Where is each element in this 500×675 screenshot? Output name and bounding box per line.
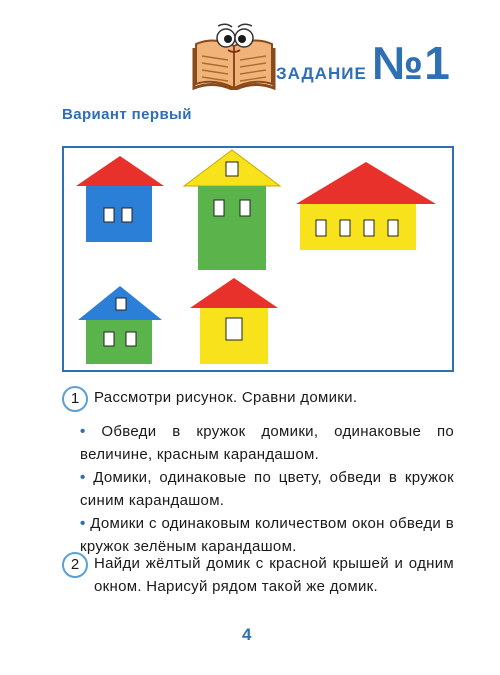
open-book-icon [192, 18, 276, 90]
house-red-roof-yellow-wall-wide [296, 162, 436, 250]
task-1-number-badge: 1 [62, 386, 88, 412]
page-number: 4 [242, 625, 252, 644]
bullet-text: Обведи в кружок домики, одинаковые по величине, красным карандашом. [80, 423, 455, 463]
task-2-text: Найди жёлтый домик с красной крышей и одним окном. Нарисуй рядом такой же домик. [94, 555, 454, 595]
variant-label: Вариант первый [62, 106, 192, 123]
bullet-text: Домики с одинаковым количеством окон обведи в кружок зелёным карандашом. [80, 515, 455, 555]
house-red-roof-yellow-wall-one-window [190, 278, 278, 364]
task-1-bullet-1 [80, 420, 454, 466]
task-heading-label: ЗАДАНИЕ [276, 64, 367, 83]
task-1-text: Рассмотри рисунок. Сравни домики. [94, 389, 358, 406]
house-red-roof-blue-wall [76, 156, 164, 242]
bullet-dot: • [80, 469, 86, 486]
houses-picture-frame [62, 146, 454, 372]
house-blue-roof-green-wall [78, 286, 162, 364]
task-1-bullet-2 [80, 466, 454, 512]
house-yellow-roof-green-wall [184, 150, 280, 270]
header [0, 0, 500, 100]
task-2-number-badge: 2 [62, 552, 88, 578]
task-number: №1 [372, 37, 451, 89]
bullet-dot: • [80, 515, 86, 532]
bullet-text: Домики, одинаковые по цвету, обведи в кружок синим карандашом. [80, 469, 454, 509]
houses-illustration [64, 148, 452, 370]
bullet-dot: • [80, 423, 86, 440]
